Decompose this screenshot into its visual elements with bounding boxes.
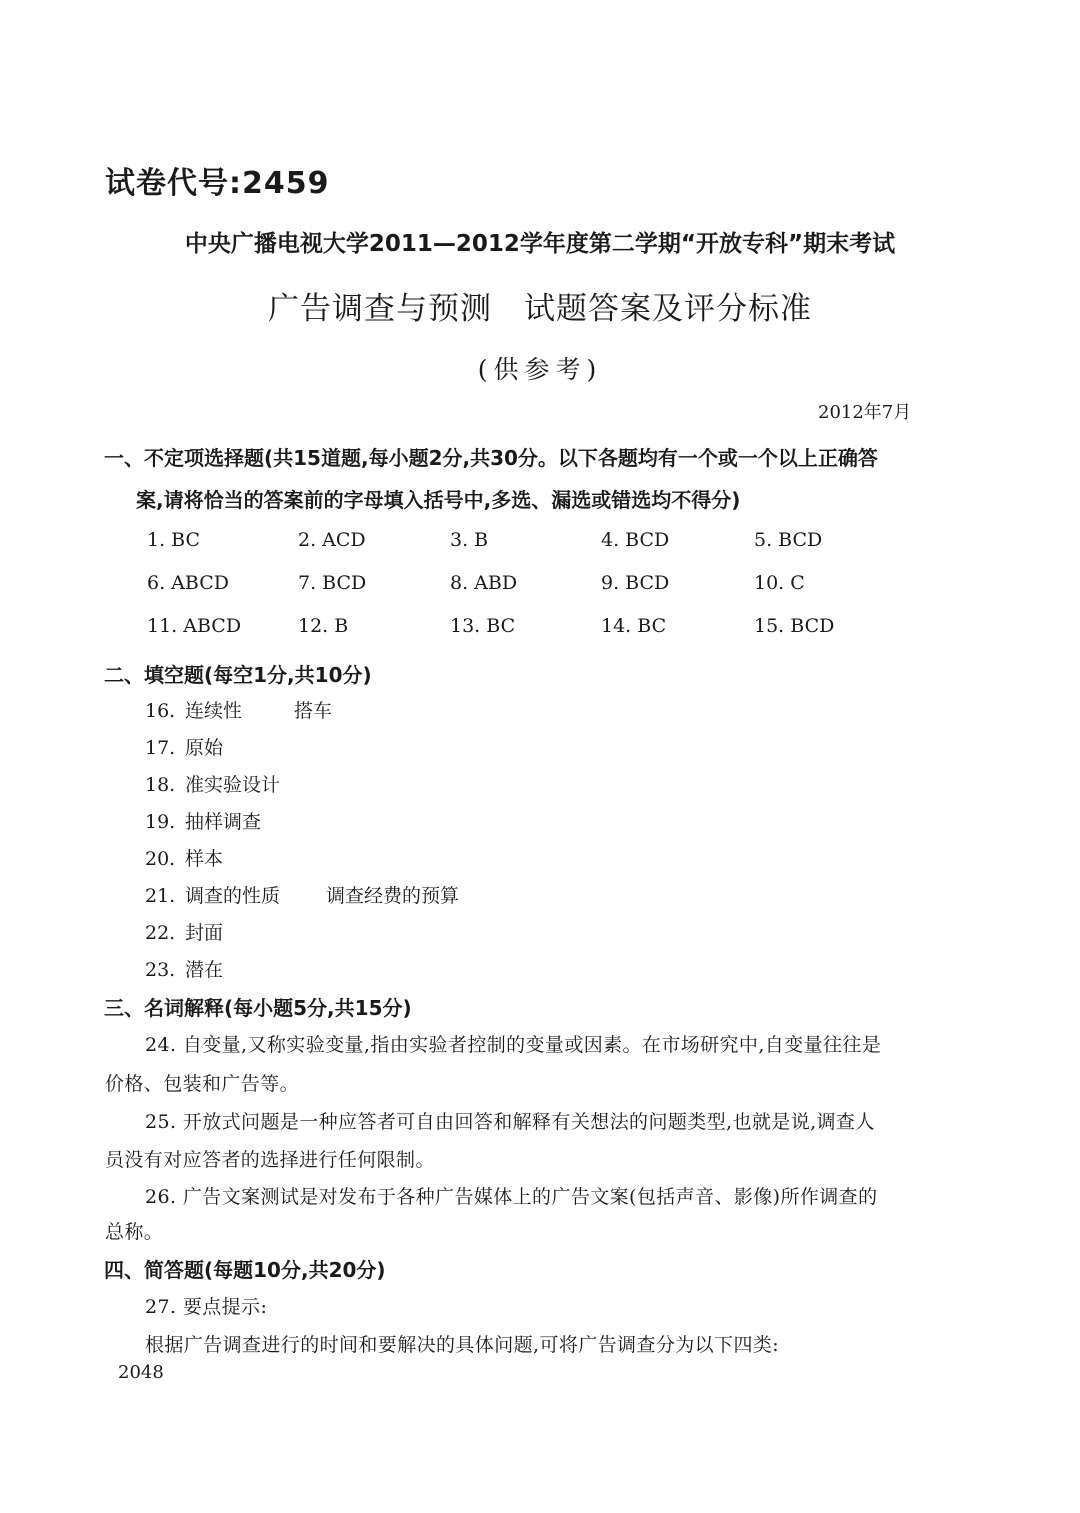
paper-code: 试卷代号:2459 [105, 166, 330, 201]
document-title: 广告调查与预测 试题答案及评分标准 [268, 291, 812, 327]
document-subtitle: (供参考) [477, 355, 603, 384]
mc-answer: 2. ACD [298, 529, 366, 551]
answer-24-line2: 价格、包装和广告等。 [105, 1073, 300, 1095]
mc-answer: 4. BCD [601, 529, 670, 551]
answer-24-line1: 24. 自变量,又称实验变量,指由实验者控制的变量或因素。在市场研究中,自变量往往是 [145, 1034, 882, 1056]
mc-answer: 13. BC [450, 615, 516, 637]
mc-answer: 15. BCD [754, 615, 835, 637]
mc-answer: 12. B [298, 615, 349, 637]
section3-heading: 三、名词解释(每小题5分,共15分) [104, 996, 412, 1020]
page-number: 2048 [118, 1362, 164, 1383]
answer-25-line2: 员没有对应答者的选择进行任何限制。 [105, 1149, 435, 1171]
mc-answer: 10. C [754, 572, 805, 594]
answer-25-line1: 25. 开放式问题是一种应答者可自由回答和解释有关想法的问题类型,也就是说,调查人 [145, 1111, 875, 1133]
mc-answer: 9. BCD [601, 572, 670, 594]
mc-answer: 1. BC [147, 529, 201, 551]
section2-heading: 二、填空题(每空1分,共10分) [104, 663, 372, 687]
fill-item: 20. 样本 [145, 848, 224, 870]
answer-26-line1: 26. 广告文案测试是对发布于各种广告媒体上的广告文案(包括声音、影像)所作调查的 [145, 1186, 878, 1208]
answer-26-line2: 总称。 [105, 1221, 164, 1243]
fill-item: 21. 调查的性质 调查经费的预算 [145, 885, 460, 907]
answer-27-label: 27. 要点提示: [145, 1296, 268, 1318]
section1-heading-cont: 案,请将恰当的答案前的字母填入括号中,多选、漏选或错选均不得分) [136, 488, 741, 512]
mc-answer: 7. BCD [298, 572, 367, 594]
exam-header: 中央广播电视大学2011—2012学年度第二学期“开放专科”期末考试 [184, 231, 896, 257]
fill-item: 16. 连续性 搭车 [145, 700, 333, 722]
fill-item: 18. 准实验设计 [145, 774, 281, 796]
fill-item: 17. 原始 [145, 737, 224, 759]
mc-answer: 8. ABD [450, 572, 518, 594]
fill-item: 23. 潜在 [145, 959, 224, 981]
section1-heading: 一、不定项选择题(共15道题,每小题2分,共30分。以下各题均有一个或一个以上正确答 [104, 446, 878, 470]
fill-item: 22. 封面 [145, 922, 224, 944]
document-date: 2012年7月 [818, 402, 912, 423]
mc-answer: 11. ABCD [147, 615, 242, 637]
mc-answer: 3. B [450, 529, 489, 551]
mc-answer: 14. BC [601, 615, 667, 637]
fill-item: 19. 抽样调查 [145, 811, 262, 833]
section4-heading: 四、简答题(每题10分,共20分) [104, 1258, 386, 1282]
answer-27-text: 根据广告调查进行的时间和要解决的具体问题,可将广告调查分为以下四类: [145, 1334, 780, 1356]
mc-answer: 5. BCD [754, 529, 823, 551]
mc-answer: 6. ABCD [147, 572, 229, 594]
